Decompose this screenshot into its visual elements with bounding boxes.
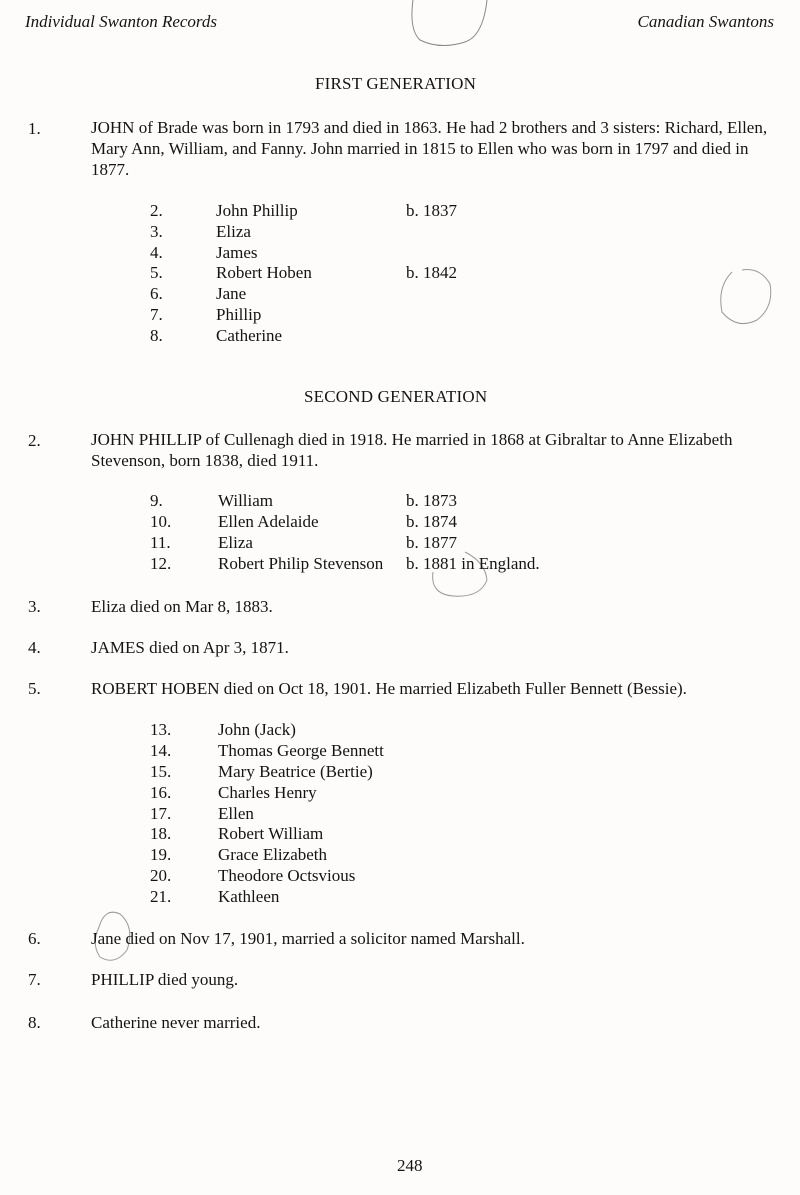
child-row: [150, 284, 750, 305]
child-row: [150, 887, 550, 908]
child-number: 21.: [150, 887, 172, 906]
child-number: 10.: [150, 512, 172, 531]
child-number: 13.: [150, 720, 172, 739]
entry-number: 2.: [28, 431, 41, 450]
entry-text: PHILLIP died young.: [91, 970, 239, 989]
entry-text: JOHN PHILLIP of Cullenagh died in 1918. He married in 1868 at Gibraltar to Anne Elizabeth Stevenson, born 1838, died 1911.: [91, 430, 733, 470]
section-heading-second-generation: SECOND GENERATION: [304, 387, 488, 406]
child-number: 20.: [150, 866, 172, 885]
child-row: [150, 824, 550, 845]
child-row: [150, 783, 550, 804]
entry-number: 3.: [28, 597, 41, 616]
child-number: 7.: [150, 305, 163, 324]
entry-number: 5.: [28, 679, 41, 698]
child-number: 18.: [150, 824, 172, 843]
entry-text: JOHN of Brade was born in 1793 and died in 1863. He had 2 brothers and 3 sisters: Richard, Ellen, Mary Ann, William, and Fanny. John married in 1815 to Ellen who was born in 1797 and died in 1877.: [91, 118, 768, 179]
child-number: 12.: [150, 554, 172, 573]
child-name: Theodore Octsvious: [218, 866, 356, 885]
child-info: b. 1837: [406, 201, 457, 220]
entry-number: 4.: [28, 638, 41, 657]
child-name: Eliza: [216, 222, 251, 241]
child-name: Ellen: [218, 804, 254, 823]
child-row: [150, 741, 550, 762]
child-name: Phillip: [216, 305, 262, 324]
child-info: b. 1881 in England.: [406, 554, 540, 573]
child-row: [150, 512, 770, 533]
stain-mark-top: [405, 0, 495, 50]
child-number: 6.: [150, 284, 163, 303]
child-info: b. 1842: [406, 263, 457, 282]
child-number: 4.: [150, 243, 163, 262]
child-row: [150, 305, 750, 326]
child-row: [150, 326, 750, 347]
entry-number: 7.: [28, 970, 41, 989]
child-row: [150, 533, 770, 554]
child-name: Kathleen: [218, 887, 280, 906]
child-row: [150, 491, 770, 512]
child-name: Mary Beatrice (Bertie): [218, 762, 373, 781]
child-number: 11.: [150, 533, 171, 552]
child-info: b. 1874: [406, 512, 457, 531]
child-number: 16.: [150, 783, 172, 802]
child-row: [150, 762, 550, 783]
child-name: Robert Philip Stevenson: [218, 554, 384, 573]
child-row: [150, 866, 550, 887]
page-number: 248: [397, 1156, 423, 1175]
child-name: Grace Elizabeth: [218, 845, 328, 864]
child-row: [150, 720, 550, 741]
running-header-right: Canadian Swantons: [637, 12, 774, 31]
running-header-left: Individual Swanton Records: [25, 12, 218, 31]
child-name: Charles Henry: [218, 783, 317, 802]
child-number: 15.: [150, 762, 172, 781]
child-row: [150, 243, 750, 264]
child-name: John Phillip: [216, 201, 298, 220]
child-name: James: [216, 243, 258, 262]
entry-number: 8.: [28, 1013, 41, 1032]
child-name: Catherine: [216, 326, 283, 345]
child-number: 17.: [150, 804, 172, 823]
entry-text: Catherine never married.: [91, 1013, 261, 1032]
entry-text: JAMES died on Apr 3, 1871.: [91, 638, 289, 657]
child-row: [150, 554, 770, 575]
section-heading-first-generation: FIRST GENERATION: [315, 74, 477, 93]
entry-number: 1.: [28, 119, 41, 138]
child-number: 14.: [150, 741, 172, 760]
child-name: Robert Hoben: [216, 263, 312, 282]
entry-text: ROBERT HOBEN died on Oct 18, 1901. He married Elizabeth Fuller Bennett (Bessie).: [91, 679, 687, 698]
child-name: Eliza: [218, 533, 253, 552]
child-name: Ellen Adelaide: [218, 512, 319, 531]
child-row: [150, 845, 550, 866]
child-name: Jane: [216, 284, 247, 303]
child-info: b. 1877: [406, 533, 457, 552]
entry-text: Jane died on Nov 17, 1901, married a solicitor named Marshall.: [91, 929, 525, 948]
child-number: 8.: [150, 326, 163, 345]
entry-number: 6.: [28, 929, 41, 948]
child-number: 5.: [150, 263, 163, 282]
entry-text: Eliza died on Mar 8, 1883.: [91, 597, 273, 616]
child-name: Thomas George Bennett: [218, 741, 384, 760]
child-number: 19.: [150, 845, 172, 864]
child-row: [150, 804, 550, 825]
child-name: Robert William: [218, 824, 324, 843]
child-row: [150, 222, 750, 243]
child-name: John (Jack): [218, 720, 296, 739]
child-row: [150, 263, 750, 284]
child-name: William: [218, 491, 274, 510]
child-number: 2.: [150, 201, 163, 220]
child-row: [150, 201, 750, 222]
child-info: b. 1873: [406, 491, 457, 510]
child-number: 9.: [150, 491, 163, 510]
child-number: 3.: [150, 222, 163, 241]
